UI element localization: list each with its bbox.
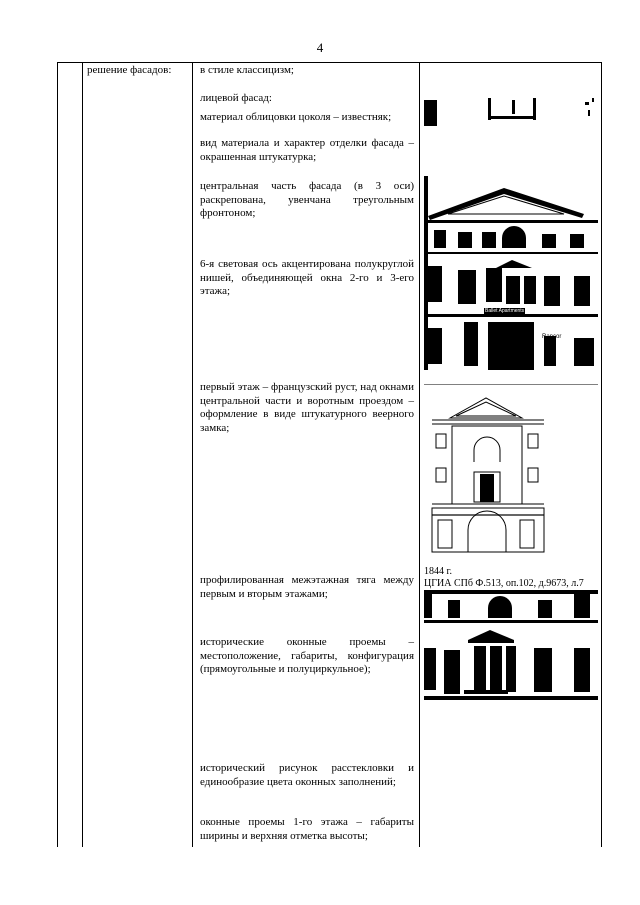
paragraph-plinth: материал облицовки цоколя – известняк; [200, 111, 392, 123]
photo-facade [424, 176, 598, 370]
paragraph-windows: исторические оконные проемы – местоположение, габариты, конфигурация (прямоугольные и полуциркульное); [200, 636, 414, 675]
paragraph-main-facade: лицевой фасад: [200, 92, 272, 104]
table-border-top [57, 62, 602, 63]
table-col-line-2 [192, 62, 193, 847]
row-label: решение фасадов: [87, 64, 172, 76]
table-col-line-4 [601, 62, 602, 847]
drawing-1844 [424, 384, 598, 554]
caption-archive-ref: ЦГИА СПб Ф.513, оп.102, д.9673, л.7 [424, 578, 584, 589]
paragraph-style: в стиле классицизм; [200, 64, 294, 76]
page-number: 4 [316, 40, 324, 55]
photo-windows [424, 590, 598, 708]
paragraph-cornice: профилированная межэтажная тяга между первым и вторым этажами; [200, 574, 414, 600]
paragraph-ground-windows: оконные проемы 1-го этажа – габариты ширины и верхняя отметка высоты; [200, 816, 414, 842]
sign-rancor: Rancor [542, 334, 562, 340]
caption-year: 1844 г. [424, 566, 452, 577]
table-col-line-3 [419, 62, 420, 847]
sign-apartments: Ballet Apartments [485, 308, 525, 314]
paragraph-sixth-axis: 6-я световая ось акцентирована полукруглой нишей, объединяющей окна 2-го и 3-его этажа; [200, 258, 414, 297]
paragraph-first-floor: первый этаж – французский руст, над окнами центральной части и воротным проездом – оформление в виде штукатурного веерного замка; [200, 381, 414, 434]
table-col-line-1 [82, 62, 83, 847]
photo-top-strip [424, 96, 598, 128]
paragraph-glazing: исторический рисунок расстекловки и единообразие цвета оконных заполнений; [200, 762, 414, 788]
paragraph-central-part: центральная часть фасада (в 3 оси) раскрепована, увенчана треугольным фронтоном; [200, 180, 414, 219]
table-col-line-0 [57, 62, 58, 847]
paragraph-finish: вид материала и характер отделки фасада – окрашенная штукатурка; [200, 137, 414, 163]
